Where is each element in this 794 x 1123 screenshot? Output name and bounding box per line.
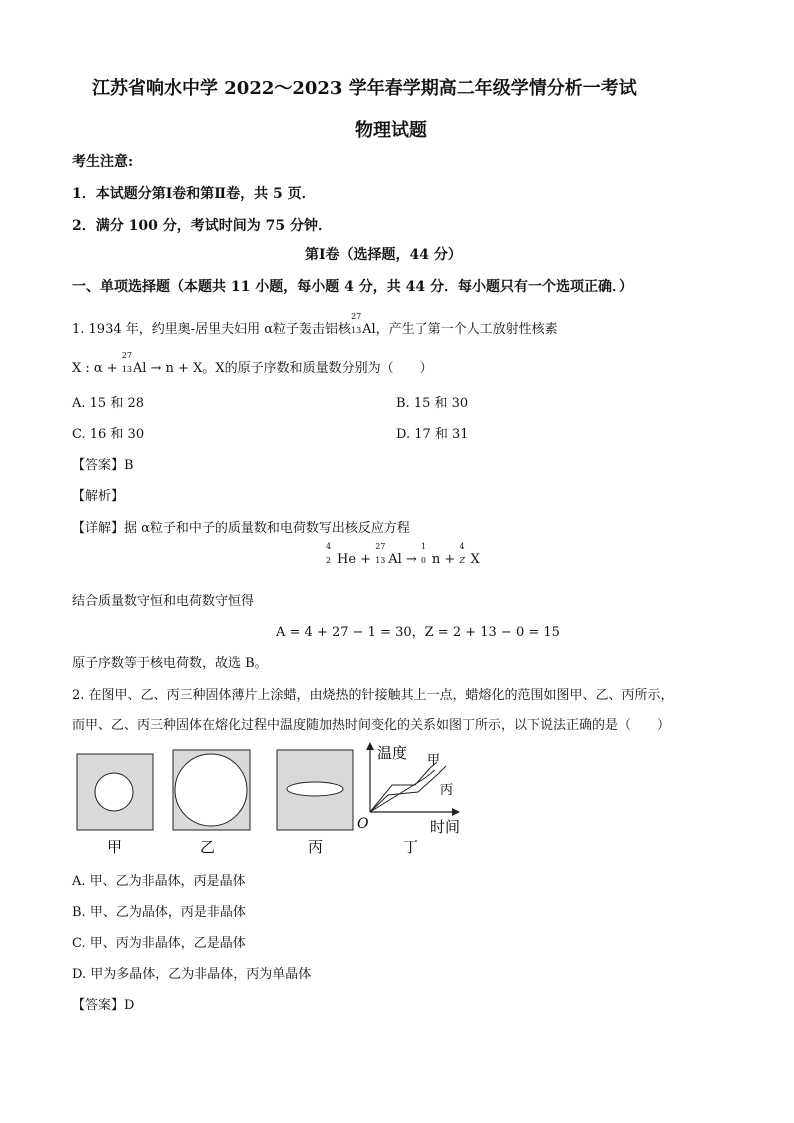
q2-stem-line2: 而甲、乙、丙三种固体在熔化过程中温度随加热时间变化的关系如图丁所示，以下说法正确的是（ ） (72, 718, 671, 733)
curve-bing (370, 774, 438, 812)
q1-option-d[interactable]: D. 17 和 31 (396, 427, 469, 442)
graph-curve-label-bing: 丙 (440, 783, 454, 798)
graph-xlabel: 时间 (430, 818, 461, 836)
q1-option-a[interactable]: A. 15 和 28 (72, 396, 145, 411)
q1-stem-line1 (72, 312, 558, 337)
q2-option-a[interactable]: A. 甲、乙为非晶体，丙是晶体 (72, 874, 246, 889)
q1-detail-text: 据 α粒子和中子的质量数和电荷数写出核反应方程 (124, 521, 410, 536)
q1-option-c[interactable]: C. 16 和 30 (72, 427, 145, 442)
q1-eq-al-mass: 27 (121, 351, 133, 360)
q1-al-z: 13 (351, 326, 362, 335)
eq-x (459, 542, 480, 567)
eq-he-mass: 4 (326, 542, 332, 551)
part-title: 一、单项选择题（本题共 11 小题，每小题 4 分，共 44 分．每小题只有一个选项正确．） (72, 279, 633, 295)
q1-al-symbol: Al (362, 322, 376, 337)
melt-circle-jia (95, 773, 133, 811)
notice-item-1: 1．本试题分第Ⅰ卷和第Ⅱ卷，共 5 页． (72, 186, 316, 202)
curve-jia (370, 768, 430, 812)
q2-option-d[interactable]: D. 甲为多晶体，乙为非晶体，丙为单晶体 (72, 967, 312, 982)
q2-option-b[interactable]: B. 甲、乙为晶体，丙是非晶体 (72, 905, 246, 920)
eq-he-symbol: He + (337, 552, 372, 567)
graph-origin: O (357, 816, 369, 832)
graph-x-arrow (452, 808, 460, 816)
eq-x-symbol: X (470, 552, 480, 567)
q1-stem-c: 的原子序数和质量数分别为（ ） (224, 361, 433, 376)
q1-eq-al-nuclide (121, 351, 203, 376)
graph-y-arrow (366, 742, 374, 750)
q1-eq-part-b: Al → n + X (132, 361, 203, 376)
eq-he-z: 2 (326, 556, 332, 565)
section-title: 第Ⅰ卷（选择题，44 分） (305, 247, 462, 263)
notice-heading: 考生注意: (72, 154, 134, 170)
q1-eq-al-z: 13 (121, 365, 133, 374)
q2-answer (72, 994, 134, 1013)
melt-circle-yi (175, 754, 247, 826)
eq-al-mass: 27 (375, 542, 386, 551)
eq-x-z: Z (459, 556, 466, 565)
eq-n-symbol: n + (431, 552, 456, 567)
notice-item-2: 2．满分 100 分，考试时间为 75 分钟． (72, 218, 332, 234)
q1-stem-line2 (72, 351, 433, 376)
q2-answer-label: 【答案】 (72, 998, 125, 1013)
q1-eq-period: 。 (202, 361, 216, 376)
q1-option-b[interactable]: B. 15 和 30 (396, 396, 469, 411)
q1-conclusion: 原子序数等于核电荷数，故选 B。 (72, 656, 268, 671)
q1-al-mass: 27 (351, 312, 362, 321)
graph-ylabel: 温度 (377, 744, 408, 762)
page-title: 江苏省响水中学 2022～2023 学年春学期高二年级学情分析一考试 (92, 78, 637, 99)
fig-label-jia: 甲 (107, 838, 123, 856)
q1-eq-part-a: X : α + (72, 361, 118, 376)
fig-label-bing: 丙 (308, 838, 324, 856)
q1-answer-label: 【答案】 (72, 458, 125, 473)
q2-figure (70, 740, 490, 860)
q1-result-equation: A = 4 + 27 − 1 = 30，Z = 2 + 13 − 0 = 15 (276, 625, 560, 640)
q2-option-c[interactable]: C. 甲、丙为非晶体，乙是晶体 (72, 936, 246, 951)
eq-n-z: 0 (420, 556, 427, 565)
q1-stem-a: 1. 1934 年，约里奥-居里夫妇用 α粒子轰击铝核 (72, 322, 352, 337)
eq-n-mass: 1 (420, 542, 427, 551)
melt-ellipse-bing (287, 782, 343, 796)
q1-stem-b: ，产生了第一个人工放射性核素 (375, 322, 558, 337)
q1-conserve-text: 结合质量数守恒和电荷数守恒得 (72, 594, 255, 609)
curve-yi (370, 770, 435, 812)
q1-answer (72, 454, 134, 473)
q1-x-symbol: X (215, 361, 225, 376)
fig-label-yi: 乙 (200, 838, 216, 856)
q2-stem-line1: 2. 在图甲、乙、丙三种固体薄片上涂蜡，由烧热的针接触其上一点，蜡熔化的范围如图甲、乙、丙所示， (72, 688, 674, 703)
q1-al-nuclide (351, 312, 376, 337)
q1-analysis-label: 【解析】 (72, 489, 125, 504)
eq-al (375, 542, 417, 567)
q1-answer-value: B (124, 458, 134, 473)
q1-detail-label: 【详解】 (72, 521, 125, 536)
eq-al-z: 13 (375, 556, 386, 565)
eq-n (420, 542, 456, 567)
fig-label-ding: 丁 (403, 838, 419, 856)
q1-nuclear-equation (326, 542, 480, 567)
page-subtitle: 物理试题 (355, 120, 427, 141)
q1-detail (72, 517, 410, 536)
eq-x-mass: 4 (459, 542, 465, 551)
eq-al-symbol: Al → (388, 552, 417, 567)
eq-he (326, 542, 372, 567)
graph-curve-label-jia: 甲 (427, 753, 441, 768)
q2-answer-value: D (124, 998, 135, 1013)
